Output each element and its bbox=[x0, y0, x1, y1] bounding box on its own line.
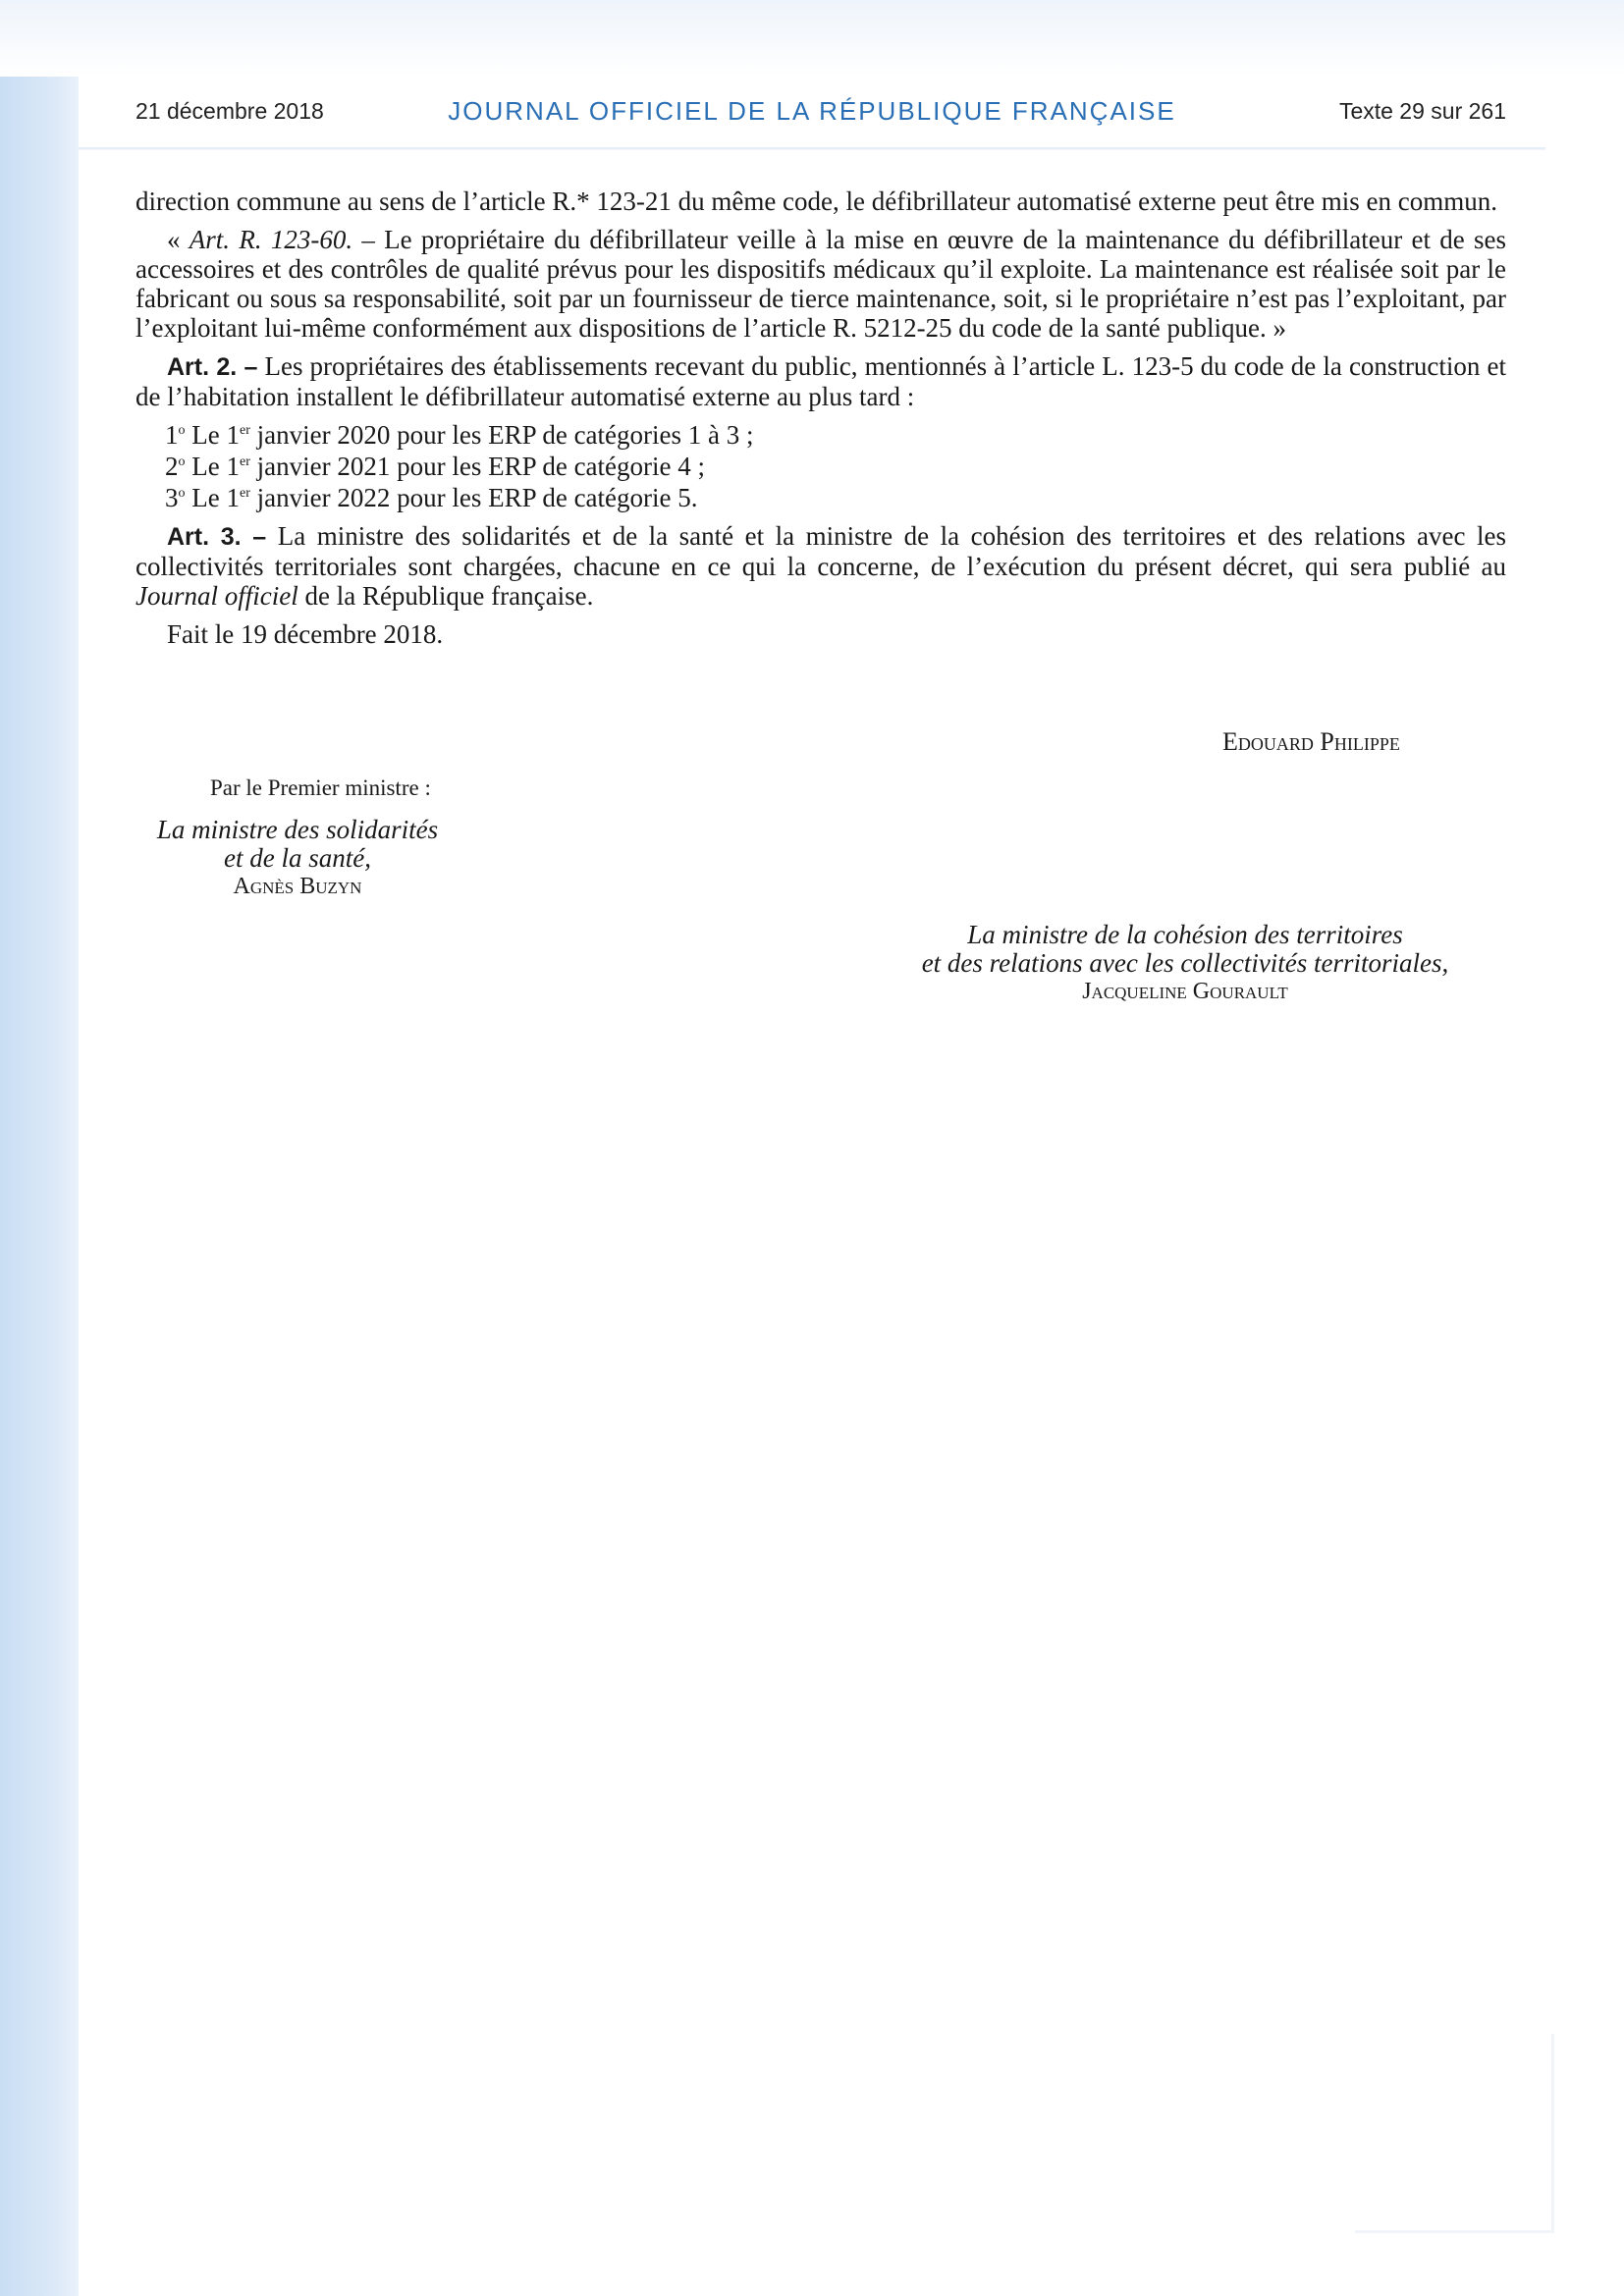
journal-title: JOURNAL OFFICIEL DE LA RÉPUBLIQUE FRANÇAISE bbox=[448, 96, 1176, 126]
list-item bbox=[135, 420, 1506, 450]
item-ordinal: o bbox=[178, 423, 186, 438]
item-prefix: Le 1 bbox=[185, 420, 240, 450]
item-prefix: Le 1 bbox=[185, 452, 240, 481]
article-2-text: Les propriétaires des établissements recevant du public, mentionnés à l’article L. 123-5 du code de la construction et de l’habitation installent le défibrillateur automatisé externe au plus tard : bbox=[135, 351, 1506, 411]
item-text: janvier 2020 pour les ERP de catégories 1 à 3 ; bbox=[249, 420, 754, 450]
fait-le: Fait le 19 décembre 2018. bbox=[167, 619, 444, 649]
prime-minister-signature: Edouard Philippe bbox=[1222, 727, 1400, 756]
minister-solidarites-block bbox=[135, 816, 460, 901]
page-header bbox=[79, 77, 1545, 149]
minister-right-role-2: et des relations avec les collectivités territoriales, bbox=[921, 948, 1449, 978]
article-r123-60-paragraph bbox=[135, 225, 1506, 343]
page-indicator: Texte 29 sur 261 bbox=[1338, 98, 1506, 124]
corner-decoration bbox=[1355, 2034, 1554, 2233]
item-ordinal: o bbox=[178, 454, 186, 469]
item-superscript: er bbox=[239, 486, 250, 501]
article-2-paragraph bbox=[135, 351, 1506, 411]
par-le-premier-ministre: Par le Premier ministre : bbox=[210, 775, 431, 800]
minister-left-role-1: La ministre des solidarités bbox=[156, 815, 439, 844]
item-superscript: er bbox=[239, 423, 250, 438]
item-superscript: er bbox=[239, 454, 250, 469]
item-prefix: Le 1 bbox=[185, 483, 240, 512]
item-number: 1 bbox=[165, 420, 179, 450]
article-3-text-a: La ministre des solidarités et de la santé et la ministre de la cohésion des territoires et des relations avec les collectivités territoriales sont chargées, chacune en ce qui la concerne, de l’exécution du présent décret, qui sera publié au bbox=[135, 521, 1506, 581]
item-ordinal: o bbox=[178, 486, 186, 501]
paragraph-continuation: direction commune au sens de l’article R.* 123-21 du même code, le défibrillateur automatisé externe peut être mis en commun. bbox=[135, 187, 1498, 216]
article-r123-60-text: – Le propriétaire du défibrillateur veille à la mise en œuvre de la maintenance du défibrillateur et de ses accessoires et des contrôles de qualité prévus pour les dispositifs médicaux qu’il exploite. La maintenance est réalisée soit par le fabricant ou sous sa responsabilité, soit par un fournisseur de tierce maintenance, soit, si le propriétaire n’est pas l’exploitant, par l’exploitant lui-même conformément aux dispositions de l’article R. 5212-25 du code de la santé publique. » bbox=[135, 225, 1507, 343]
header-date: 21 décembre 2018 bbox=[135, 98, 324, 124]
minister-cohesion-block bbox=[864, 921, 1506, 1006]
article-reference: Art. R. 123-60. bbox=[189, 225, 353, 254]
minister-left-name: Agnès Buzyn bbox=[233, 874, 362, 899]
item-text: janvier 2021 pour les ERP de catégorie 4 ; bbox=[249, 452, 706, 481]
item-number: 3 bbox=[165, 483, 179, 512]
minister-left-role-2: et de la santé, bbox=[224, 843, 371, 873]
list-item bbox=[135, 452, 1506, 481]
article-3-text-b: de la République française. bbox=[298, 581, 594, 611]
journal-officiel-ref: Journal officiel bbox=[135, 581, 298, 611]
left-decorative-band bbox=[0, 0, 79, 2296]
list-item bbox=[135, 483, 1506, 512]
article-3-label: Art. 3. – bbox=[167, 523, 267, 551]
minister-right-role-1: La ministre de la cohésion des territoires bbox=[967, 920, 1403, 949]
item-number: 2 bbox=[165, 452, 179, 481]
article-3-paragraph bbox=[135, 521, 1506, 611]
minister-right-name: Jacqueline Gourault bbox=[1082, 979, 1288, 1004]
item-text: janvier 2022 pour les ERP de catégorie 5. bbox=[249, 483, 698, 512]
top-decorative-band bbox=[0, 0, 1624, 77]
quote-open: « bbox=[167, 225, 189, 254]
article-2-label: Art. 2. – bbox=[167, 353, 258, 381]
document-body bbox=[135, 187, 1506, 658]
